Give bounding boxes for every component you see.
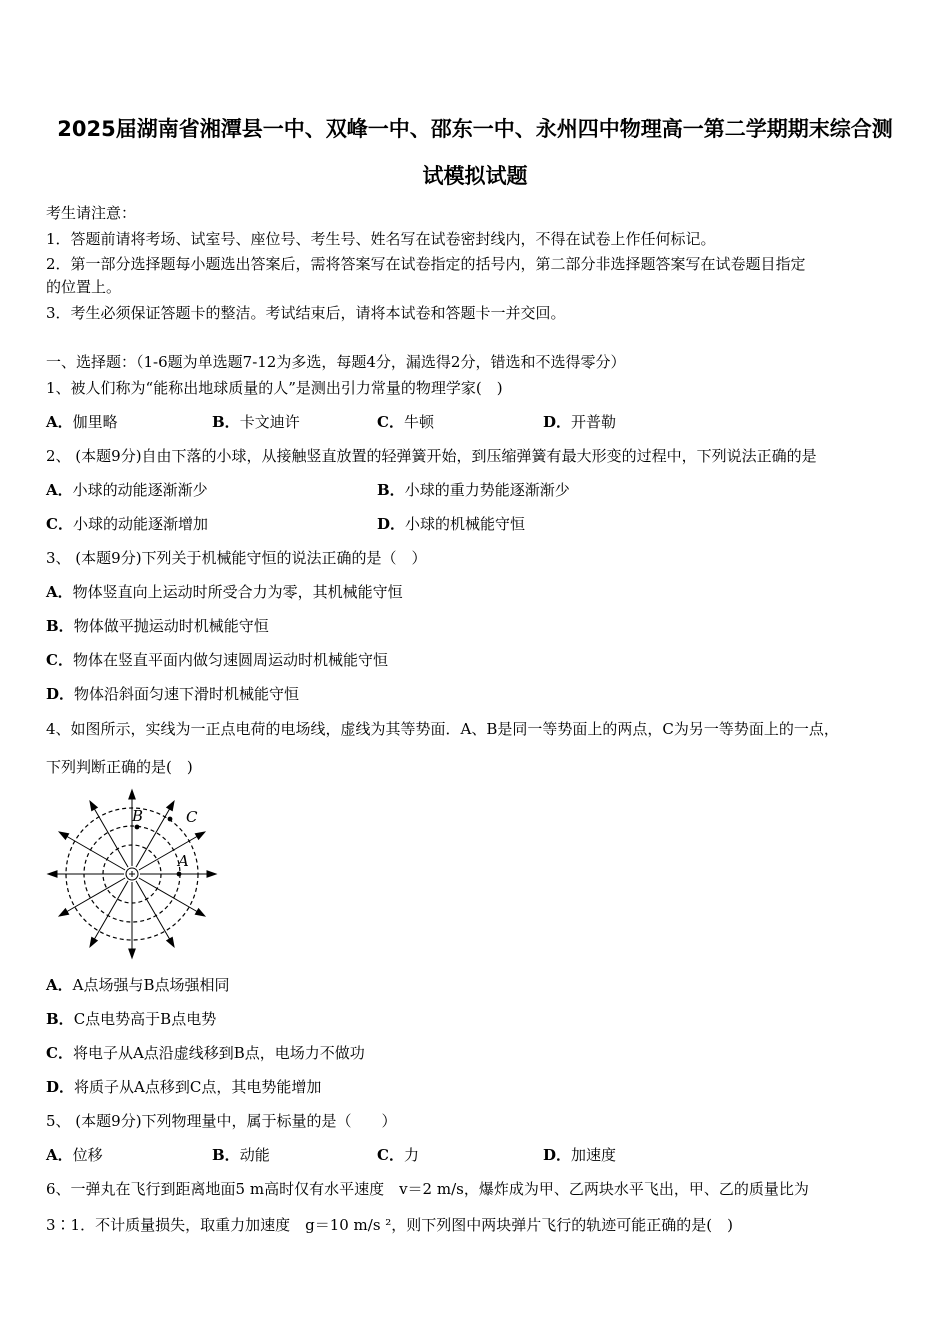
field-line — [139, 878, 203, 915]
question-5-option-d: D．加速度 — [543, 1146, 617, 1164]
question-2-option-c: C．小球的动能逐渐增加 — [46, 515, 208, 533]
question-1-stem: 1、被人们称为“能称出地球质量的人”是测出引力常量的物理学家( ) — [46, 379, 503, 397]
field-line — [61, 833, 125, 870]
field-line-arrow — [59, 832, 68, 839]
field-line-arrow — [129, 949, 135, 958]
point-a-dot — [177, 872, 182, 877]
question-3-stem: 3、 (本题9分)下列关于机械能守恒的说法正确的是（ ） — [46, 549, 427, 567]
point-a-label: A — [178, 852, 189, 870]
field-line-arrow — [167, 937, 174, 946]
question-2-option-d: D．小球的机械能守恒 — [377, 515, 526, 533]
question-1-option-c: C．牛顿 — [377, 413, 434, 431]
question-4-option-c: C．将电子从A点沿虚线移到B点，电场力不做功 — [46, 1044, 365, 1062]
question-4-stem-cont: 下列判断正确的是( ) — [46, 758, 193, 776]
notice-item-3: 3．考生必须保证答题卡的整洁。考试结束后，请将本试卷和答题卡一并交回。 — [46, 304, 566, 322]
question-3-option-c: C．物体在竖直平面内做匀速圆周运动时机械能守恒 — [46, 651, 388, 669]
field-line — [91, 881, 128, 945]
field-line-arrow — [90, 937, 97, 946]
field-line-arrow — [59, 909, 68, 916]
question-4-stem: 4、如图所示，实线为一正点电荷的电场线，虚线为其等势面．A、B是同一等势面上的两点，C为另一等势面上的一点， — [46, 720, 839, 738]
question-3-option-b: B．物体做平抛运动时机械能守恒 — [46, 617, 269, 635]
question-6-stem: 6、一弹丸在飞行到距离地面5 m高时仅有水平速度 v＝2 m/s，爆炸成为甲、乙两块水平飞出，甲、乙的质量比为 — [46, 1180, 809, 1198]
field-line-arrow — [195, 909, 204, 916]
question-1-option-d: D．开普勒 — [543, 413, 617, 431]
question-4-option-a: A．A点场强与B点场强相同 — [46, 976, 230, 994]
field-line — [91, 803, 128, 867]
notice-item-1: 1．答题前请将考场、试室号、座位号、考生号、姓名写在试卷密封线内，不得在试卷上作任何标记。 — [46, 230, 716, 248]
notice-item-2-cont: 的位置上。 — [46, 278, 122, 296]
field-line — [139, 833, 203, 870]
question-2-stem: 2、 (本题9分)自由下落的小球，从接触竖直放置的轻弹簧开始，到压缩弹簧有最大形变的过程中，下列说法正确的是 — [46, 447, 817, 465]
point-b-dot — [135, 825, 140, 830]
point-c-dot — [168, 817, 173, 822]
question-4-option-b: B．C点电势高于B点电势 — [46, 1010, 217, 1028]
question-5-option-a: A．位移 — [46, 1146, 103, 1164]
question-5-stem: 5、 (本题9分)下列物理量中，属于标量的是（ ） — [46, 1112, 397, 1130]
question-5-option-b: B．动能 — [212, 1146, 270, 1164]
notice-item-2: 2．第一部分选择题每小题选出答案后，需将答案写在试卷指定的括号内，第二部分非选择题答案写在试卷题目指定 — [46, 255, 806, 273]
question-3-option-d: D．物体沿斜面匀速下滑时机械能守恒 — [46, 685, 300, 703]
field-line — [61, 878, 125, 915]
point-b-label: B — [132, 807, 144, 825]
point-c-label: C — [186, 808, 198, 826]
field-line-arrow — [129, 790, 135, 799]
field-line-arrow — [48, 871, 57, 877]
section-heading: 一、选择题：（1-6题为单选题7-12为多选，每题4分，漏选得2分，错选和不选得零分） — [46, 353, 626, 371]
question-4-option-d: D．将质子从A点移到C点，其电势能增加 — [46, 1078, 322, 1096]
field-line-arrow — [207, 871, 216, 877]
question-2-option-a: A．小球的动能逐渐渐少 — [46, 481, 208, 499]
question-6-stem-cont: 3∶1．不计质量损失，取重力加速度 g＝10 m/s ²，则下列图中两块弹片飞行的轨迹可能正确的是( ) — [46, 1216, 734, 1234]
question-5-option-c: C．力 — [377, 1146, 419, 1164]
question-1-option-b: B．卡文迪许 — [212, 413, 300, 431]
notice-heading: 考生请注意： — [46, 204, 137, 222]
question-1-option-a: A．伽里略 — [46, 413, 118, 431]
question-2-option-b: B．小球的重力势能逐渐渐少 — [377, 481, 570, 499]
field-line — [136, 881, 173, 945]
exam-title-line1: 2025届湖南省湘潭县一中、双峰一中、邵东一中、永州四中物理高一第二学期期末综合测 — [57, 117, 893, 141]
exam-title-line2: 试模拟试题 — [422, 164, 528, 188]
question-3-option-a: A．物体竖直向上运动时所受合力为零，其机械能守恒 — [46, 583, 403, 601]
field-line-arrow — [167, 801, 174, 810]
field-line-arrow — [195, 832, 204, 839]
electric-field-diagram — [46, 788, 218, 960]
field-line-arrow — [90, 801, 97, 810]
